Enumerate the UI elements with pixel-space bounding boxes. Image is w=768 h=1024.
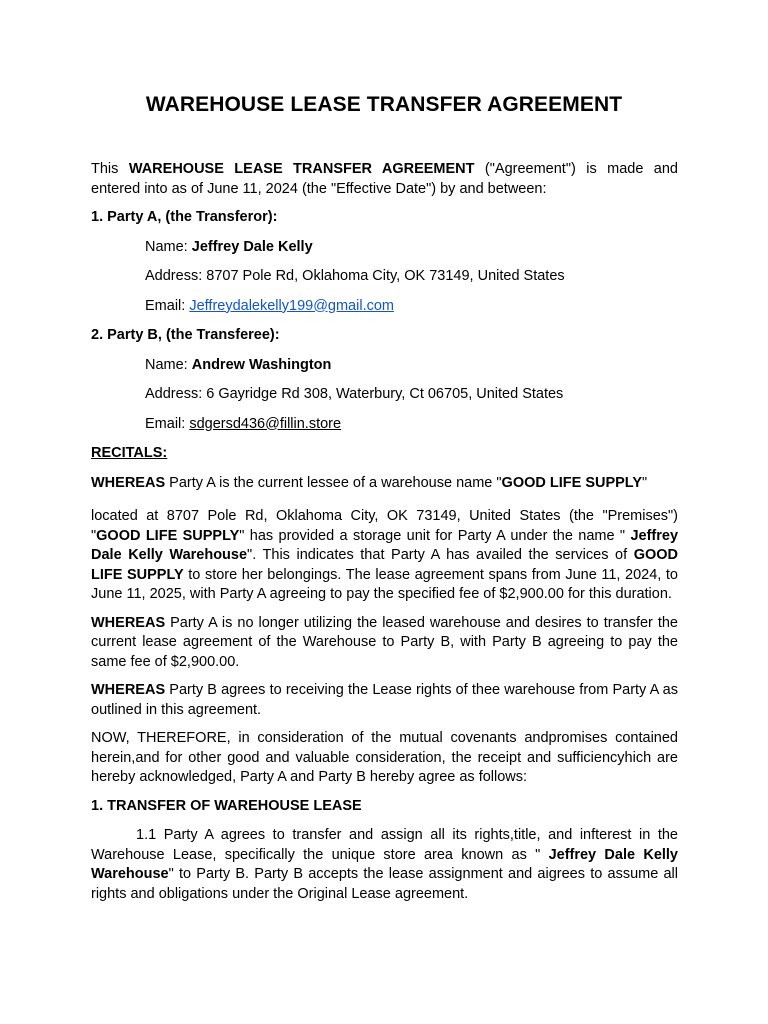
party-b-name: Name: Andrew Washington bbox=[145, 356, 332, 373]
party-b-heading: 2. Party B, (the Transferee): bbox=[91, 327, 280, 343]
whereas-1: WHEREAS Party A is the current lessee of a warehouse name "GOOD LIFE SUPPLY" bbox=[91, 474, 648, 491]
party-b-email-text: sdgersd436@fillin.store bbox=[189, 415, 342, 432]
party-b-address: Address: 6 Gayridge Rd 308, Waterbury, Ct 06705, United States bbox=[145, 386, 564, 402]
premises-paragraph: located at 8707 Pole Rd, Oklahoma City, OK 73149, United States (the "Premises") "GOOD LIFE SUPPLY" has provided a storage unit for Party A under the name " Jeffrey Dale Kelly Warehouse". This indicates that Party A has availed the services of GOOD LIFE SUPPLY to store her belongings. The lease agreement spans from June 11, 2024, to June 11, 2025, with Party A agreeing to pay the specified fee of $2,900.00 for this duration. bbox=[91, 508, 679, 602]
party-a-email: Email: Jeffreydalekelly199@gmail.com bbox=[145, 297, 394, 314]
intro-paragraph: This WAREHOUSE LEASE TRANSFER AGREEMENT ("Agreement") is made and entered into as of June 11, 2024 (the "Effective Date") by and between: bbox=[91, 161, 678, 197]
recitals-heading: RECITALS: bbox=[91, 445, 168, 461]
clause-1-1: 1.1 Party A agrees to transfer and assign all its rights,title, and infterest in the Warehouse Lease, specifically the unique store area known as " Jeffrey Dale Kelly Warehouse" to Party B. Party B accepts the lease assignment and aigrees to assume all rights and obligations under the Original Lease agreement. bbox=[91, 827, 678, 902]
party-a-heading: 1. Party A, (the Transferor): bbox=[91, 209, 278, 225]
now-therefore-paragraph: NOW, THEREFORE, in consideration of the mutual covenants andpromises contained herein,and for other good and valuable consideration, the receipt and sufficiencyhich are hereby acknowledged, Party A and Party B hereby agree as follows: bbox=[91, 730, 678, 785]
document-title: WAREHOUSE LEASE TRANSFER AGREEMENT bbox=[145, 93, 623, 116]
whereas-2: WHEREAS Party A is no longer utilizing the leased warehouse and desires to transfer the current lease agreement of the Warehouse to Party B, with Party B agreeing to pay the same fee of $2,900.00. bbox=[91, 614, 678, 670]
party-b-email: Email: sdgersd436@fillin.store bbox=[145, 415, 342, 432]
party-a-name: Name: Jeffrey Dale Kelly bbox=[145, 238, 313, 255]
section-1-heading: 1. TRANSFER OF WAREHOUSE LEASE bbox=[91, 797, 362, 814]
document-body bbox=[91, 160, 678, 913]
whereas-3: WHEREAS Party B agrees to receiving the Lease rights of thee warehouse from Party A as outlined in this agreement. bbox=[91, 682, 678, 718]
party-a-address: Address: 8707 Pole Rd, Oklahoma City, OK 73149, United States bbox=[145, 268, 565, 284]
party-a-email-link[interactable]: Jeffreydalekelly199@gmail.com bbox=[189, 297, 394, 314]
